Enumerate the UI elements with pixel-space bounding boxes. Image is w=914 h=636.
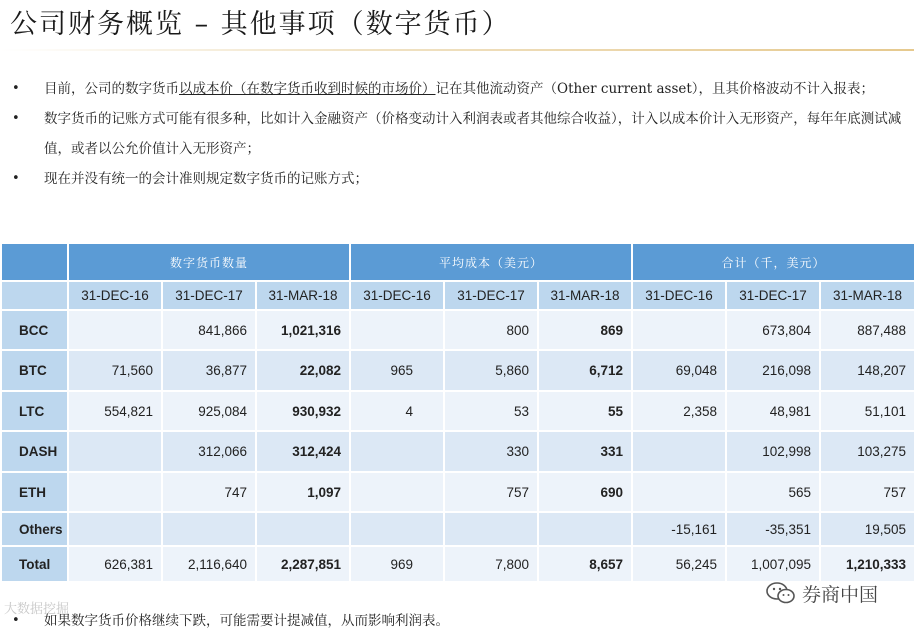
table-cell (162, 512, 256, 546)
bullet-dot-icon: • (12, 81, 20, 96)
table-cell: 1,007,095 (726, 546, 820, 582)
bullet-underlined-text: 以成本价（在数字货币收到时候的市场价） (179, 81, 436, 97)
watermark-left: 大数据挖掘 (4, 602, 70, 617)
table-cell: 69,048 (632, 350, 726, 391)
table-cell: 757 (444, 472, 538, 512)
table-cell (256, 512, 350, 546)
row-label: ETH (1, 472, 68, 512)
bullet-item (10, 164, 905, 194)
date-header: 31-DEC-17 (726, 281, 820, 310)
date-header: 31-DEC-16 (350, 281, 444, 310)
bottom-bullet (10, 606, 744, 636)
table-cell: 312,424 (256, 431, 350, 472)
table-cell: 330 (444, 431, 538, 472)
table-cell: 1,097 (256, 472, 350, 512)
table-cell: 71,560 (68, 350, 162, 391)
group-header: 合计（千，美元） (632, 243, 914, 281)
table-cell: 56,245 (632, 546, 726, 582)
table-cell: 22,082 (256, 350, 350, 391)
table-cell (350, 512, 444, 546)
wechat-icon (766, 581, 796, 605)
table-cell: -35,351 (726, 512, 820, 546)
bullet-item (10, 104, 905, 164)
table-cell: 102,998 (726, 431, 820, 472)
bullet-dot-icon: • (12, 613, 20, 628)
table-cell: 312,066 (162, 431, 256, 472)
table-cell (444, 512, 538, 546)
table-row (1, 350, 914, 391)
table-cell: 5,860 (444, 350, 538, 391)
corner-cell (1, 243, 68, 281)
table-cell (68, 472, 162, 512)
date-header: 31-MAR-18 (820, 281, 914, 310)
table-cell: 53 (444, 391, 538, 431)
table-cell (68, 431, 162, 472)
table-cell: 2,358 (632, 391, 726, 431)
group-header: 数字货币数量 (68, 243, 350, 281)
date-header: 31-MAR-18 (538, 281, 632, 310)
row-label: BTC (1, 350, 68, 391)
table-cell: 565 (726, 472, 820, 512)
table-cell: 841,866 (162, 310, 256, 350)
row-label: Total (1, 546, 68, 582)
table-cell: 965 (350, 350, 444, 391)
table-row (1, 472, 914, 512)
table-cell (350, 472, 444, 512)
bullet-text: 记在其他流动资产（Other current asset），且其价格波动不计入报表； (435, 81, 875, 97)
table-cell: 800 (444, 310, 538, 350)
table-row (1, 512, 914, 546)
date-header: 31-DEC-17 (444, 281, 538, 310)
table-cell (632, 431, 726, 472)
table-cell (350, 310, 444, 350)
bullet-list (10, 74, 905, 194)
table-cell: 1,210,333 (820, 546, 914, 582)
table-row (1, 431, 914, 472)
row-label: BCC (1, 310, 68, 350)
row-label: LTC (1, 391, 68, 431)
table-cell (632, 310, 726, 350)
table-cell: 103,275 (820, 431, 914, 472)
bullet-text: 如果数字货币价格继续下跌，可能需要计提减值，从而影响利润表。 (44, 613, 449, 629)
table-cell: 19,505 (820, 512, 914, 546)
watermark-right (766, 578, 878, 608)
page-title: 公司财务概览 – 其他事项（数字货币） (10, 9, 511, 40)
date-header: 31-DEC-17 (162, 281, 256, 310)
crypto-holdings-table (0, 242, 914, 583)
table-cell: 2,116,640 (162, 546, 256, 582)
date-header: 31-DEC-16 (68, 281, 162, 310)
table-row (1, 546, 914, 582)
table-cell: 55 (538, 391, 632, 431)
bullet-text: 目前，公司的数字货币 (44, 81, 179, 97)
bullet-item (10, 74, 905, 104)
table-cell: 7,800 (444, 546, 538, 582)
table-cell: 6,712 (538, 350, 632, 391)
table-cell: 887,488 (820, 310, 914, 350)
table-cell (68, 310, 162, 350)
table-cell: 216,098 (726, 350, 820, 391)
table-body (1, 310, 914, 582)
table-cell (538, 512, 632, 546)
table-cell: -15,161 (632, 512, 726, 546)
table-cell: 690 (538, 472, 632, 512)
table-cell: 36,877 (162, 350, 256, 391)
row-label: Others (1, 512, 68, 546)
table-cell: 869 (538, 310, 632, 350)
row-label: DASH (1, 431, 68, 472)
table-cell: 626,381 (68, 546, 162, 582)
table-cell (350, 431, 444, 472)
bullet-dot-icon: • (12, 171, 20, 186)
table-cell: 1,021,316 (256, 310, 350, 350)
table-cell: 554,821 (68, 391, 162, 431)
date-header-row (1, 281, 914, 310)
table-cell (632, 472, 726, 512)
table-cell (68, 512, 162, 546)
table-row (1, 310, 914, 350)
title-divider (0, 49, 914, 51)
table-row (1, 391, 914, 431)
table-cell: 969 (350, 546, 444, 582)
table-cell: 51,101 (820, 391, 914, 431)
group-header-row (1, 243, 914, 281)
bullet-dot-icon: • (12, 111, 20, 126)
table-cell: 673,804 (726, 310, 820, 350)
group-header: 平均成本（美元） (350, 243, 632, 281)
date-header: 31-DEC-16 (632, 281, 726, 310)
bullet-text: 现在并没有统一的会计准则规定数字货币的记账方式； (44, 171, 368, 187)
table-cell: 331 (538, 431, 632, 472)
table-cell: 2,287,851 (256, 546, 350, 582)
date-header: 31-MAR-18 (256, 281, 350, 310)
table-cell: 148,207 (820, 350, 914, 391)
table-cell: 757 (820, 472, 914, 512)
corner-cell (1, 281, 68, 310)
table-cell: 4 (350, 391, 444, 431)
watermark-right-text: 券商中国 (802, 583, 879, 606)
table-cell: 930,932 (256, 391, 350, 431)
table-cell: 747 (162, 472, 256, 512)
table-cell: 925,084 (162, 391, 256, 431)
bullet-text: 数字货币的记账方式可能有很多种，比如计入金融资产（价格变动计入利润表或者其他综合收益），计入以成本价计入无形资产，每年年底测试减值，或者以公允价值计入无形资产； (44, 111, 902, 157)
table-cell: 48,981 (726, 391, 820, 431)
table-cell: 8,657 (538, 546, 632, 582)
